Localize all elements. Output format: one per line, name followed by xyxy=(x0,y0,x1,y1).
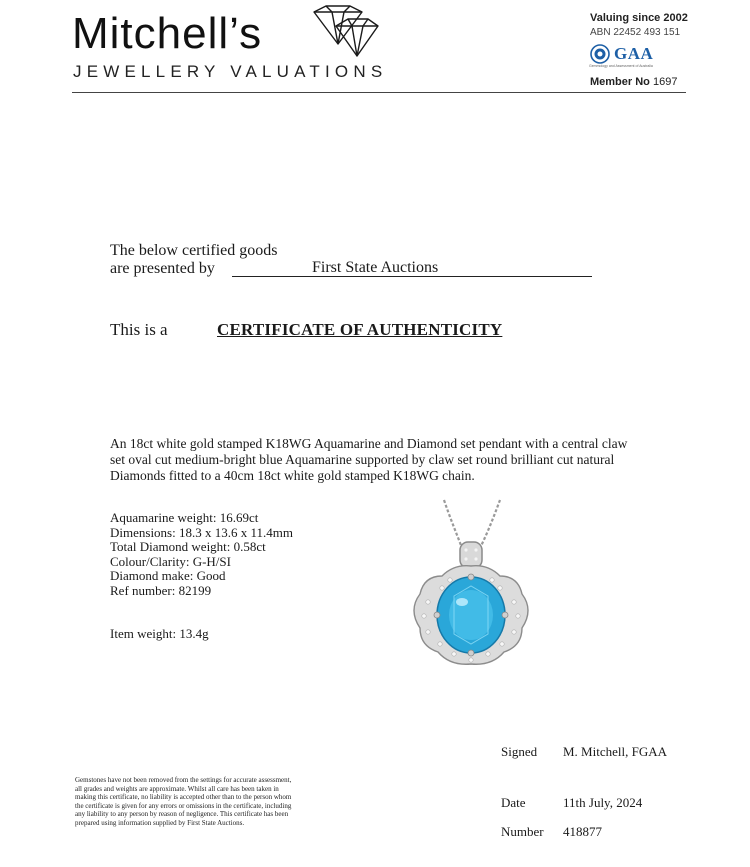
valuing-since: Valuing since 2002 xyxy=(590,12,688,24)
header-divider xyxy=(72,92,686,93)
presenter-underline xyxy=(232,276,592,277)
spec-diamond-make: Diamond make: Good xyxy=(110,568,226,583)
brand-name: Mitchell’s xyxy=(72,9,263,58)
gaa-logo-text: GAA xyxy=(614,44,654,63)
spec-ref-number: Ref number: 82199 xyxy=(110,582,212,598)
presented-line1: The below certified goods xyxy=(110,242,278,259)
signed-label: Signed xyxy=(501,744,538,759)
presenter-name: First State Auctions xyxy=(312,259,439,276)
gaa-tagline: Gemmology and Assessment of Australia xyxy=(589,64,653,68)
spec-aquamarine-weight: Aquamarine weight: 16.69ct xyxy=(110,510,259,525)
spec-dimensions: Dimensions: 18.3 x 13.6 x 11.4mm xyxy=(110,524,293,540)
abn-number: ABN 22452 493 151 xyxy=(590,27,681,38)
disclaimer-footnote: Gemstones have not been removed from the settings for accurate assessment, all grades and weights are approximate. Whilst all care has been taken in making this certificate, no liability is accepted other than to the person whom the certificate is given for any errors or omissions in the certificate, including any liability to any person by reason of negligence. This certificate has been prepared using information supplied by First State Auctions. xyxy=(75,776,292,827)
member-number xyxy=(590,76,677,88)
presented-line2: are presented by xyxy=(110,260,215,277)
date-label: Date xyxy=(501,795,526,810)
signed-value: M. Mitchell, FGAA xyxy=(563,744,667,759)
item-description: An 18ct white gold stamped K18WG Aquamarine and Diamond set pendant with a central claw set oval cut medium-bright blue Aquamarine supported by claw set round brilliant cut natural Diamonds fitted to a 40cm 18ct white gold stamped K18WG chain. xyxy=(110,436,628,483)
spec-diamond-weight: Total Diamond weight: 0.58ct xyxy=(110,539,266,554)
certificate-prefix: This is a xyxy=(110,320,168,339)
member-value: 1697 xyxy=(652,76,678,88)
number-label: Number xyxy=(501,824,544,839)
diamond-logo-icon xyxy=(310,4,382,65)
item-weight: Item weight: 13.4g xyxy=(110,626,209,641)
brand-subtitle: JEWELLERY VALUATIONS xyxy=(73,62,388,81)
number-value: 418877 xyxy=(563,824,602,839)
pendant-photo xyxy=(392,498,542,693)
certificate-title: CERTIFICATE OF AUTHENTICITY xyxy=(217,320,503,339)
date-value: 11th July, 2024 xyxy=(563,795,643,810)
spec-colour-clarity: Colour/Clarity: G-H/SI xyxy=(110,553,231,569)
member-label: Member No xyxy=(590,76,650,88)
